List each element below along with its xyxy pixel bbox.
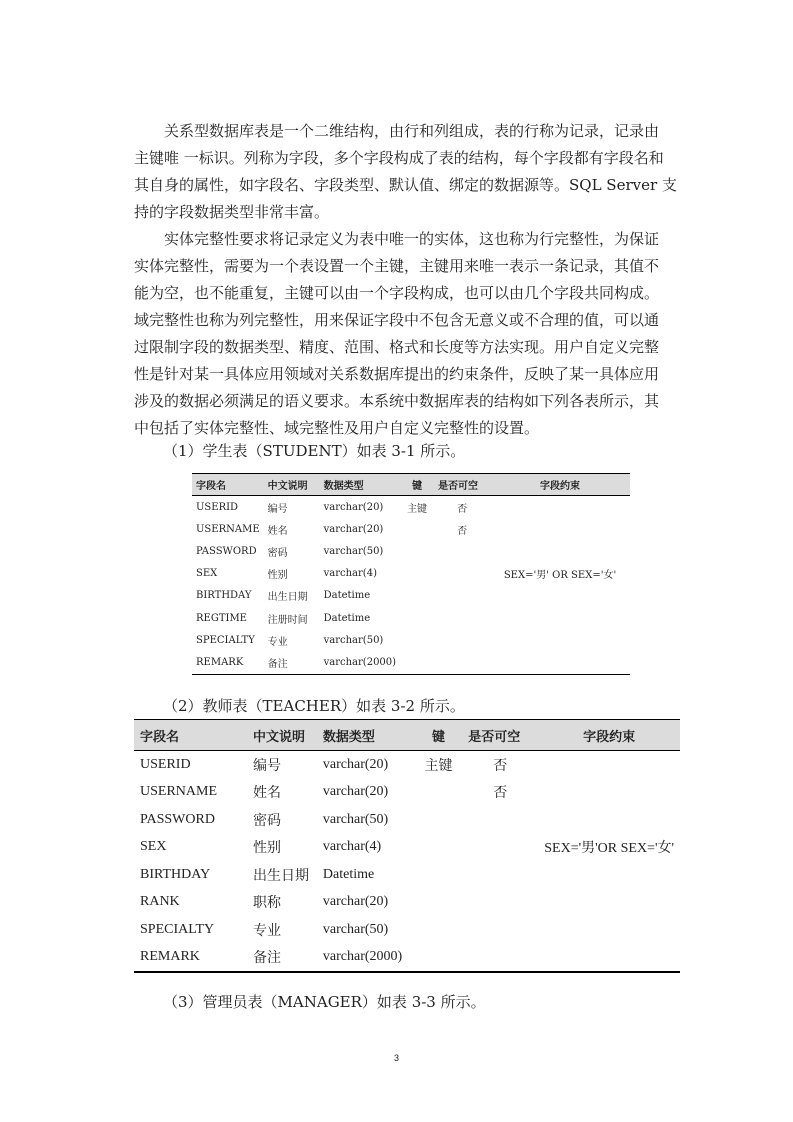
table-row bbox=[192, 563, 630, 585]
table-row bbox=[134, 779, 680, 807]
cell-constraint bbox=[490, 607, 630, 629]
cell-key bbox=[400, 563, 434, 585]
cell-description: 出生日期 bbox=[267, 592, 308, 604]
cell-nullable: 否 bbox=[457, 525, 468, 537]
header-data-type: 数据类型 bbox=[320, 474, 400, 496]
cell-data-type: varchar(2000) bbox=[320, 651, 400, 674]
paragraph-line: 实体完整性要求将记录定义为表中唯一的实体，这也称为行完整性，为保证 bbox=[164, 230, 660, 248]
cell-key bbox=[400, 651, 434, 674]
paragraph-line: 持的字段数据类型非常丰富。 bbox=[134, 203, 330, 221]
cell-data-type: varchar(20) bbox=[322, 784, 389, 800]
table-row bbox=[192, 585, 630, 607]
table-row bbox=[192, 496, 630, 519]
cell-constraint: SEX='男' OR SEX='女' bbox=[503, 570, 617, 582]
cell-constraint bbox=[490, 518, 630, 540]
cell-key bbox=[400, 629, 434, 651]
table-row bbox=[134, 916, 680, 944]
header-field-name: 字段名 bbox=[192, 474, 264, 496]
cell-data-type: varchar(20) bbox=[323, 501, 384, 513]
table-row bbox=[134, 751, 680, 779]
paragraph-line: 性是针对某一具体应用领域对关系数据库提出的约束条件，反映了某一具体应用 bbox=[134, 365, 660, 383]
cell-field-name: USERNAME bbox=[196, 523, 260, 535]
header-nullable: 是否可空 bbox=[434, 474, 490, 496]
cell-data-type: varchar(4) bbox=[322, 839, 382, 855]
cell-description: 职称 bbox=[253, 896, 281, 912]
paragraph-line: 涉及的数据必须满足的语义要求。本系统中数据库表的结构如下列各表所示，其 bbox=[134, 392, 660, 410]
caption-student-table: （1）学生表（STUDENT）如表 3-1 所示。 bbox=[163, 442, 466, 460]
cell-description: 专业 bbox=[253, 923, 281, 939]
teacher-table bbox=[134, 719, 680, 973]
cell-description: 姓名 bbox=[253, 786, 281, 802]
paragraph-line: 中包括了实体完整性、域完整性及用户自定义完整性的设置。 bbox=[134, 419, 540, 437]
header-nullable: 是否可空 bbox=[462, 720, 538, 751]
cell-field-name: PASSWORD bbox=[140, 811, 215, 827]
paragraph-line: 主键唯 一标识。列称为字段，多个字段构成了表的结构，每个字段都有字段名和 bbox=[134, 149, 664, 167]
cell-field-name: BIRTHDAY bbox=[196, 590, 252, 602]
cell-field-name: REGTIME bbox=[196, 612, 247, 624]
cell-description: 密码 bbox=[253, 813, 281, 829]
student-table bbox=[192, 473, 630, 675]
cell-constraint bbox=[538, 889, 680, 917]
cell-data-type: varchar(50) bbox=[322, 811, 389, 827]
cell-key: 主键 bbox=[424, 758, 453, 774]
cell-constraint bbox=[538, 779, 680, 807]
cell-key: 主键 bbox=[407, 503, 428, 515]
cell-key bbox=[415, 861, 463, 889]
cell-field-name: SPECIALTY bbox=[140, 921, 215, 937]
cell-description: 备注 bbox=[264, 651, 320, 674]
cell-constraint bbox=[490, 629, 630, 651]
cell-key bbox=[415, 944, 463, 973]
cell-constraint bbox=[490, 496, 630, 519]
table-row bbox=[192, 540, 630, 562]
cell-key bbox=[400, 585, 434, 607]
paragraph-line: 实体完整性，需要为一个表设置一个主键，主键用来唯一表示一条记录，其值不 bbox=[134, 257, 660, 275]
cell-field-name: SPECIALTY bbox=[196, 634, 255, 646]
table-row bbox=[192, 629, 630, 651]
cell-field-name: REMARK bbox=[134, 944, 247, 973]
cell-key bbox=[415, 806, 463, 834]
cell-constraint bbox=[538, 916, 680, 944]
cell-constraint bbox=[490, 651, 630, 674]
cell-field-name: REMARK bbox=[192, 651, 264, 674]
page-number: 3 bbox=[393, 1053, 399, 1063]
cell-description: 性别 bbox=[267, 570, 288, 582]
header-constraint: 字段约束 bbox=[538, 720, 680, 751]
cell-data-type: Datetime bbox=[323, 612, 371, 624]
cell-key bbox=[415, 916, 463, 944]
cell-field-name: PASSWORD bbox=[196, 545, 257, 557]
cell-description: 出生日期 bbox=[253, 868, 309, 884]
header-key: 键 bbox=[400, 474, 434, 496]
header-field-name: 字段名 bbox=[134, 720, 247, 751]
paragraph-relational-table bbox=[134, 118, 692, 226]
cell-constraint bbox=[538, 806, 680, 834]
cell-nullable bbox=[462, 944, 538, 973]
cell-description: 注册时间 bbox=[267, 614, 308, 626]
cell-nullable bbox=[434, 629, 490, 651]
cell-nullable: 否 bbox=[457, 503, 468, 515]
table-row bbox=[192, 651, 630, 674]
cell-data-type: Datetime bbox=[323, 590, 371, 602]
cell-key bbox=[400, 540, 434, 562]
cell-constraint bbox=[538, 861, 680, 889]
cell-key bbox=[415, 889, 463, 917]
cell-description: 编号 bbox=[253, 758, 281, 774]
table-row bbox=[192, 518, 630, 540]
cell-data-type: varchar(50) bbox=[323, 545, 384, 557]
header-description: 中文说明 bbox=[264, 474, 320, 496]
paragraph-line: 能为空，也不能重复，主键可以由一个字段构成，也可以由几个字段共同构成。 bbox=[134, 284, 660, 302]
caption-manager-table: （3）管理员表（MANAGER）如表 3-3 所示。 bbox=[163, 993, 486, 1011]
cell-data-type: varchar(20) bbox=[322, 756, 389, 772]
cell-constraint bbox=[490, 540, 630, 562]
caption-teacher-table: （2）教师表（TEACHER）如表 3-2 所示。 bbox=[163, 697, 465, 715]
cell-description: 备注 bbox=[247, 944, 317, 973]
cell-constraint bbox=[538, 944, 680, 973]
cell-nullable bbox=[462, 861, 538, 889]
table-row bbox=[134, 806, 680, 834]
cell-description: 性别 bbox=[253, 841, 281, 857]
table-row bbox=[192, 607, 630, 629]
cell-data-type: varchar(50) bbox=[322, 921, 389, 937]
table-row bbox=[134, 944, 680, 973]
cell-nullable bbox=[434, 540, 490, 562]
cell-key bbox=[415, 779, 463, 807]
table-row bbox=[134, 889, 680, 917]
paragraph-line: 过限制字段的数据类型、精度、范围、格式和长度等方法实现。用户自定义完整 bbox=[134, 338, 660, 356]
cell-field-name: BIRTHDAY bbox=[140, 866, 211, 882]
cell-data-type: varchar(4) bbox=[323, 568, 377, 580]
header-description: 中文说明 bbox=[247, 720, 317, 751]
cell-nullable: 否 bbox=[493, 758, 508, 774]
cell-data-type: varchar(20) bbox=[323, 523, 384, 535]
cell-data-type: varchar(20) bbox=[322, 894, 389, 910]
table-row bbox=[134, 861, 680, 889]
cell-key bbox=[400, 607, 434, 629]
cell-nullable bbox=[434, 585, 490, 607]
cell-key bbox=[400, 518, 434, 540]
paragraph-line: 域完整性也称为列完整性，用来保证字段中不包含无意义或不合理的值，可以通 bbox=[134, 311, 660, 329]
table-header-row bbox=[192, 474, 630, 496]
paragraph-line: 关系型数据库表是一个二维结构，由行和列组成，表的行称为记录，记录由 bbox=[164, 122, 660, 140]
cell-nullable bbox=[462, 889, 538, 917]
header-data-type: 数据类型 bbox=[317, 720, 415, 751]
cell-field-name: SEX bbox=[140, 839, 167, 855]
cell-nullable bbox=[434, 607, 490, 629]
cell-constraint bbox=[490, 585, 630, 607]
cell-description: 专业 bbox=[267, 636, 288, 648]
cell-nullable: 否 bbox=[493, 786, 508, 802]
cell-field-name: USERID bbox=[196, 501, 239, 513]
cell-description: 编号 bbox=[267, 503, 288, 515]
cell-description: 姓名 bbox=[267, 525, 288, 537]
header-constraint: 字段约束 bbox=[490, 474, 630, 496]
cell-constraint bbox=[538, 751, 680, 779]
cell-nullable bbox=[434, 563, 490, 585]
table-row bbox=[134, 834, 680, 862]
cell-description: 密码 bbox=[267, 547, 288, 559]
cell-data-type: varchar(2000) bbox=[317, 944, 415, 973]
cell-field-name: RANK bbox=[140, 894, 180, 910]
cell-key bbox=[415, 834, 463, 862]
cell-constraint: SEX='男'OR SEX='女' bbox=[544, 841, 674, 857]
paragraph-integrity bbox=[134, 226, 692, 442]
paragraph-line: 其自身的属性，如字段名、字段类型、默认值、绑定的数据源等。SQL Server 支 bbox=[134, 176, 677, 194]
cell-field-name: USERNAME bbox=[140, 784, 218, 800]
cell-field-name: USERID bbox=[140, 756, 191, 772]
cell-data-type: Datetime bbox=[322, 866, 375, 882]
cell-data-type: varchar(50) bbox=[323, 634, 384, 646]
cell-nullable bbox=[462, 834, 538, 862]
table-header-row bbox=[134, 720, 680, 751]
cell-field-name: SEX bbox=[196, 568, 218, 580]
cell-nullable bbox=[462, 916, 538, 944]
cell-nullable bbox=[462, 806, 538, 834]
header-key: 键 bbox=[415, 720, 463, 751]
cell-nullable bbox=[434, 651, 490, 674]
